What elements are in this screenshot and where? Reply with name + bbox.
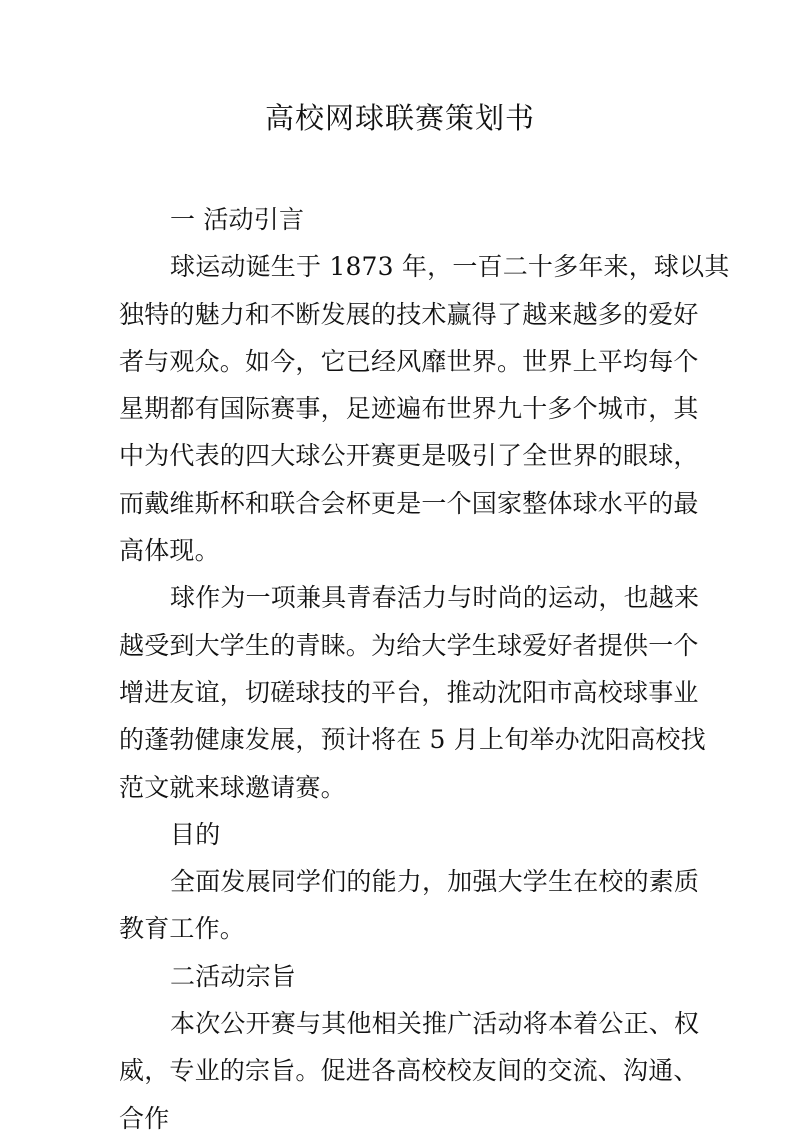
paragraph-line: 独特的魅力和不断发展的技术赢得了越来越多的爱好: [119, 299, 699, 329]
paragraph-line: 越受到大学生的青睐。为给大学生球爱好者提供一个: [119, 630, 699, 660]
paragraph-line: 星期都有国际赛事，足迹遍布世界九十多个城市，其: [119, 394, 699, 424]
section-heading-purpose: 目的: [170, 819, 221, 849]
paragraph-line: 范文就来球邀请赛。: [119, 772, 346, 802]
paragraph-line: 而戴维斯杯和联合会杯更是一个国家整体球水平的最: [119, 488, 699, 518]
section-heading-aim: 二活动宗旨: [170, 961, 297, 991]
paragraph-line: 教育工作。: [119, 914, 246, 944]
paragraph-line: 球作为一项兼具青春活力与时尚的运动，也越来: [170, 583, 700, 613]
paragraph-line: 的蓬勃健康发展，预计将在 5 月上旬举办沈阳高校找: [119, 725, 706, 755]
paragraph-line: 增进友谊，切磋球技的平台，推动沈阳市高校球事业: [119, 677, 699, 707]
paragraph-line: 本次公开赛与其他相关推广活动将本着公正、权: [170, 1009, 700, 1039]
paragraph-line: 高体现。: [119, 536, 220, 566]
paragraph-line: 威，专业的宗旨。促进各高校校友间的交流、沟通、: [119, 1056, 699, 1086]
paragraph-line: 球运动诞生于 1873 年，一百二十多年来，球以其: [170, 252, 730, 282]
paragraph-line: 者与观众。如今，它已经风靡世界。世界上平均每个: [119, 346, 699, 376]
paragraph-line: 中为代表的四大球公开赛更是吸引了全世界的眼球，: [119, 441, 699, 471]
section-heading-intro: 一 活动引言: [170, 205, 305, 234]
paragraph-line: 合作: [119, 1103, 170, 1133]
document-body: [119, 196, 730, 1142]
document-title: 高校网球联赛策划书: [264, 101, 535, 135]
paragraph-line: 全面发展同学们的能力，加强大学生在校的素质: [170, 867, 700, 897]
